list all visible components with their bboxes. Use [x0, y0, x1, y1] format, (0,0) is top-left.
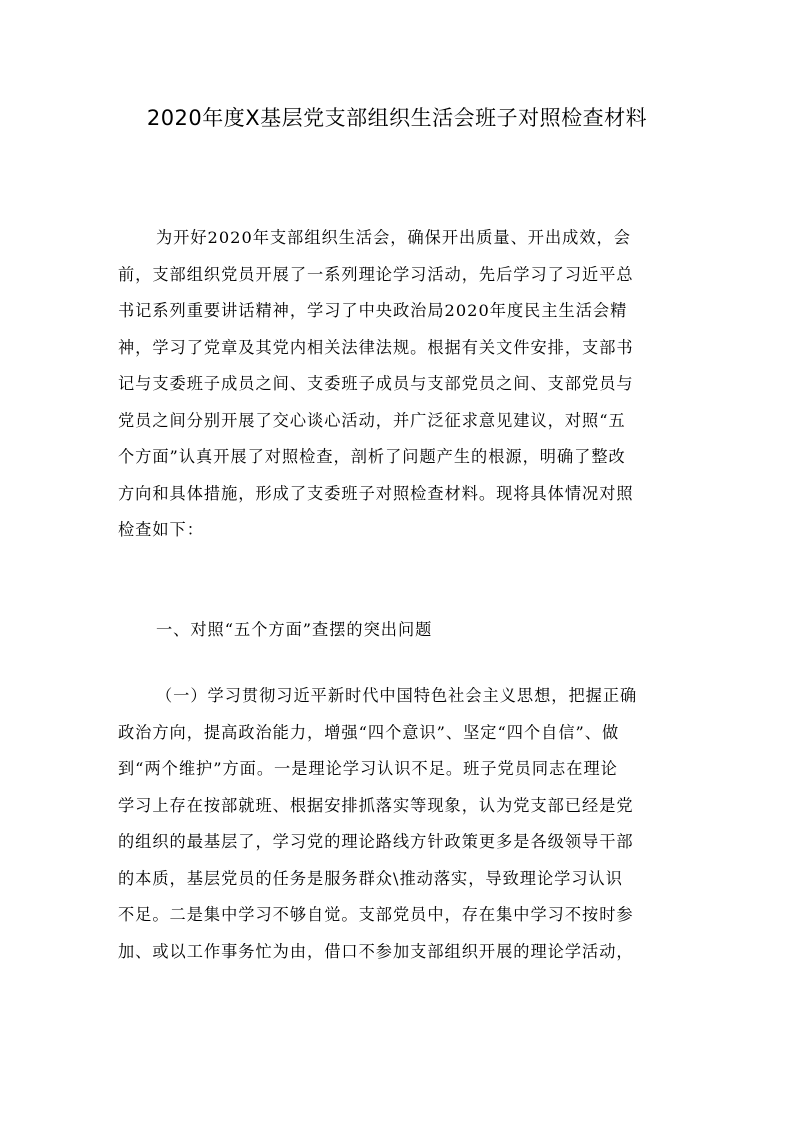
- paragraph-line: 的组织的最基层了，学习党的理论路线方针政策更多是各级领导干部: [118, 832, 634, 851]
- paragraph-line: 为开好2020年支部组织生活会，确保开出质量、开出成效，会: [156, 228, 631, 247]
- paragraph-line: 学习上存在按部就班、根据安排抓落实等现象，认为党支部已经是党: [118, 795, 634, 815]
- document-title: 2020年度X基层党支部组织生活会班子对照检查材料: [146, 106, 648, 130]
- paragraph-line: 到“两个维护”方面。一是理论学习认识不足。班子党员同志在理论: [118, 759, 618, 778]
- paragraph-line: 政治方向，提高政治能力，增强“四个意识”、坚定“四个自信”、做: [118, 722, 620, 742]
- paragraph-line: 不足。二是集中学习不够自觉。支部党员中，存在集中学习不按时参: [118, 905, 634, 924]
- paragraph-line: 方向和具体措施，形成了支委班子对照检查材料。现将具体情况对照: [118, 483, 634, 503]
- paragraph-line: 个方面”认真开展了对照检查，剖析了问题产生的根源，明确了整改: [118, 447, 626, 466]
- paragraph-line: 的本质，基层党员的任务是服务群众\推动落实，导致理论学习认识: [118, 868, 623, 888]
- paragraph-line: 检查如下：: [118, 520, 204, 539]
- paragraph-line: （一）学习贯彻习近平新时代中国特色社会主义思想，把握正确: [156, 686, 638, 705]
- paragraph-line: 记与支委班子成员之间、支委班子成员与支部党员之间、支部党员与: [118, 374, 634, 393]
- paragraph-line: 书记系列重要讲话精神，学习了中央政治局2020年度民主生活会精: [118, 301, 628, 320]
- paragraph-line: 神，学习了党章及其党内相关法律法规。根据有关文件安排，支部书: [118, 337, 634, 357]
- paragraph-line: 党员之间分别开展了交心谈心活动，并广泛征求意见建议，对照“五: [118, 410, 626, 430]
- paragraph-line: 加、或以工作事务忙为由，借口不参加支部组织开展的理论学活动，: [118, 941, 634, 961]
- paragraph-line: 前，支部组织党员开展了一系列理论学习活动，先后学习了习近平总: [118, 264, 634, 284]
- intro-paragraph: [118, 220, 680, 549]
- section-heading-text: 一、对照“五个方面”查摆的突出问题: [156, 620, 433, 639]
- section-heading: [118, 612, 680, 649]
- section-paragraph: [118, 678, 680, 970]
